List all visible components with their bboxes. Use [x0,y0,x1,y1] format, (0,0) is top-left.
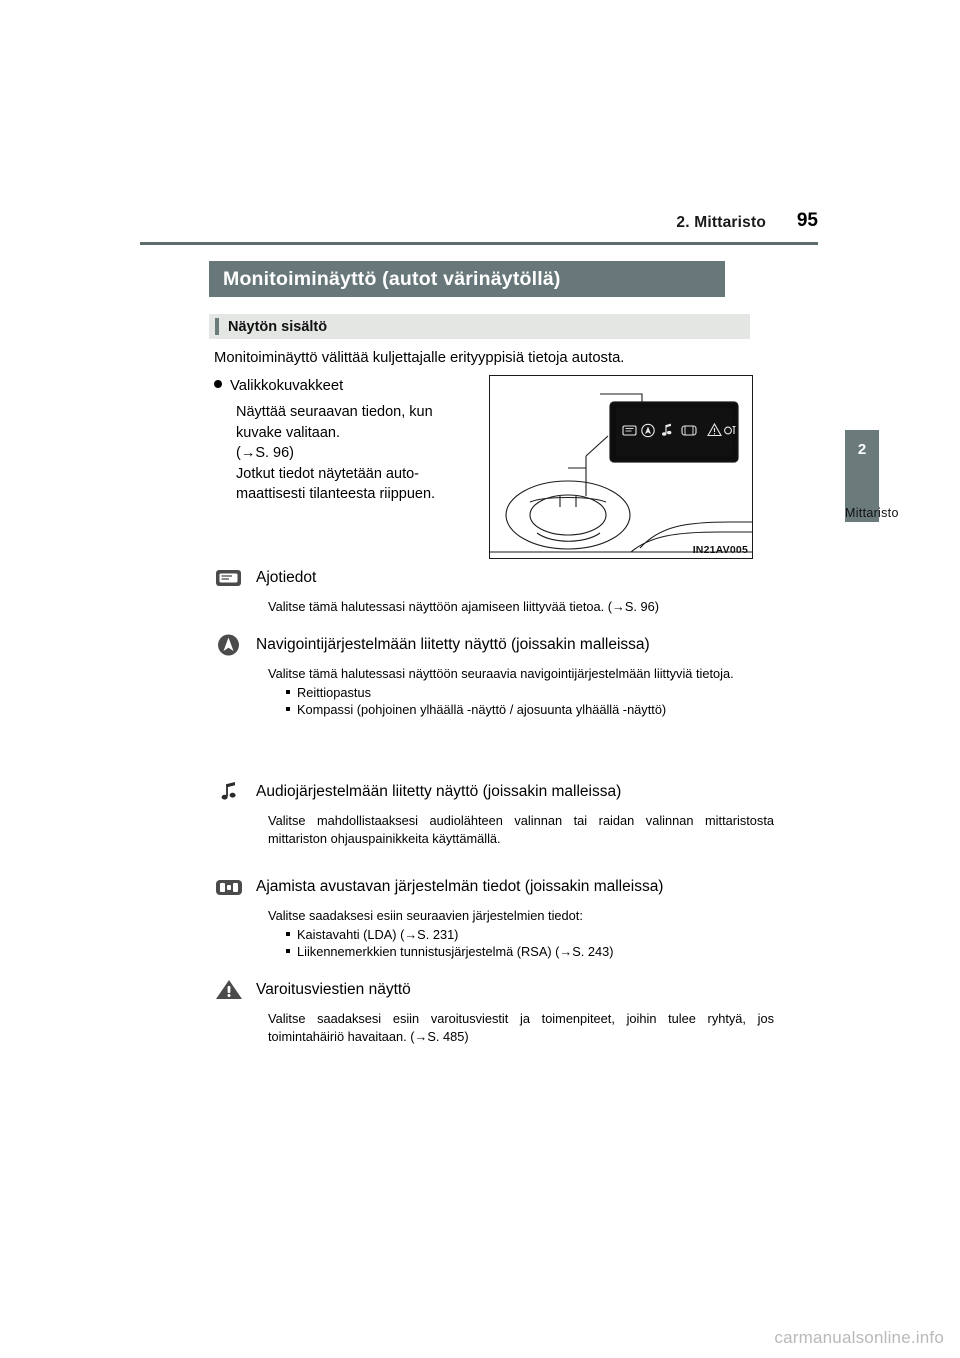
desc-line-4: Jotkut tiedot näytetään auto- [236,465,419,482]
entry-navigointi [214,630,774,719]
list-item [286,926,774,944]
bullet-dot-icon [214,380,222,388]
list-item-text: Kompassi (pohjoinen ylhäällä -näyttö / ajosuunta ylhäällä -näyttö) [297,702,667,717]
desc-line-1: Näyttää seuraavan tiedon, kun [236,404,433,420]
entry-body: Valitse saadaksesi esiin varoitusviestit ja toimenpiteet, joihin tulee ryhtyä, jos toimintahäiriö havaitaan. (→S. 485) [268,1011,774,1044]
menu-icons-bullet [214,378,464,394]
square-bullet-icon [286,690,290,694]
entry-ajamista-avustava [214,872,774,961]
list-item-text: Liikennemerkkien tunnistusjärjestelmä (RSA) (→S. 243) [297,944,614,959]
entry-title: Varoitusviestien näyttö [256,981,411,998]
driving-assist-icon [214,874,244,900]
chapter-tab-label: Mittaristo [845,506,899,520]
entry-sub-list [286,926,774,961]
subsection-bar [209,314,750,339]
entry-sub-list [286,684,774,719]
warning-triangle-icon [214,977,244,1003]
header-rule [140,242,818,245]
list-item-text: Reittiopastus [297,684,371,700]
entry-body: Valitse mahdollistaaksesi audiolähteen valinnan tai raidan valinnan mittaristosta mittariston ohjauspainikkeita käyttämällä. [268,813,774,846]
desc-line-5: maattisesti tilanteesta riippuen. [236,486,436,502]
desc-line-3: (→S. 96) [236,445,295,461]
illustration-svg [490,376,752,558]
list-item [286,684,774,702]
list-item [286,701,774,719]
entry-audio [214,777,774,847]
entry-body: Valitse tämä halutessasi näyttöön ajamiseen liittyvää tietoa. (→S. 96) [268,599,659,614]
figure-code: IN21AV005 [692,544,748,556]
menu-icons-description [236,402,470,505]
section-title: Monitoiminäyttö (autot värinäytöllä) [223,267,561,290]
square-bullet-icon [286,932,290,936]
entry-title: Navigointijärjestelmään liitetty näyttö (joissakin malleissa) [256,636,650,653]
subsection-accent [215,318,219,335]
list-item-text: Kaistavahti (LDA) (→S. 231) [297,926,459,942]
music-note-icon [214,779,244,805]
header-chapter: 2. Mittaristo [676,214,766,231]
subsection-title: Näytön sisältö [228,318,328,335]
section-title-bar [209,261,725,297]
entry-title: Ajamista avustavan järjestelmän tiedot (joissakin malleissa) [256,878,664,895]
navigation-compass-icon [214,632,244,658]
illustration-meter-display [489,375,753,559]
intro-paragraph: Monitoiminäyttö välittää kuljettajalle erityyppisiä tietoja autosta. [214,350,625,366]
square-bullet-icon [286,707,290,711]
entry-varoitusviestit [214,975,774,1045]
desc-line-2: kuvake valitaan. [236,424,340,441]
entry-title: Audiojärjestelmään liitetty näyttö (joissakin malleissa) [256,783,622,800]
entry-title: Ajotiedot [256,569,317,586]
chapter-tab-number: 2 [857,441,867,458]
car-info-icon [214,565,244,591]
entry-body: Valitse saadaksesi esiin seuraavien järjestelmien tiedot: [268,908,583,923]
square-bullet-icon [286,949,290,953]
entry-ajotiedot [214,563,774,616]
menu-icons-label: Valikkokuvakkeet [230,378,344,394]
watermark: carmanualsonline.info [774,1328,944,1347]
list-item [286,943,774,961]
page-header [140,212,818,244]
entry-body: Valitse tämä halutessasi näyttöön seuraavia navigointijärjestelmään liittyviä tietoja. [268,666,734,681]
page-number: 95 [796,210,818,231]
